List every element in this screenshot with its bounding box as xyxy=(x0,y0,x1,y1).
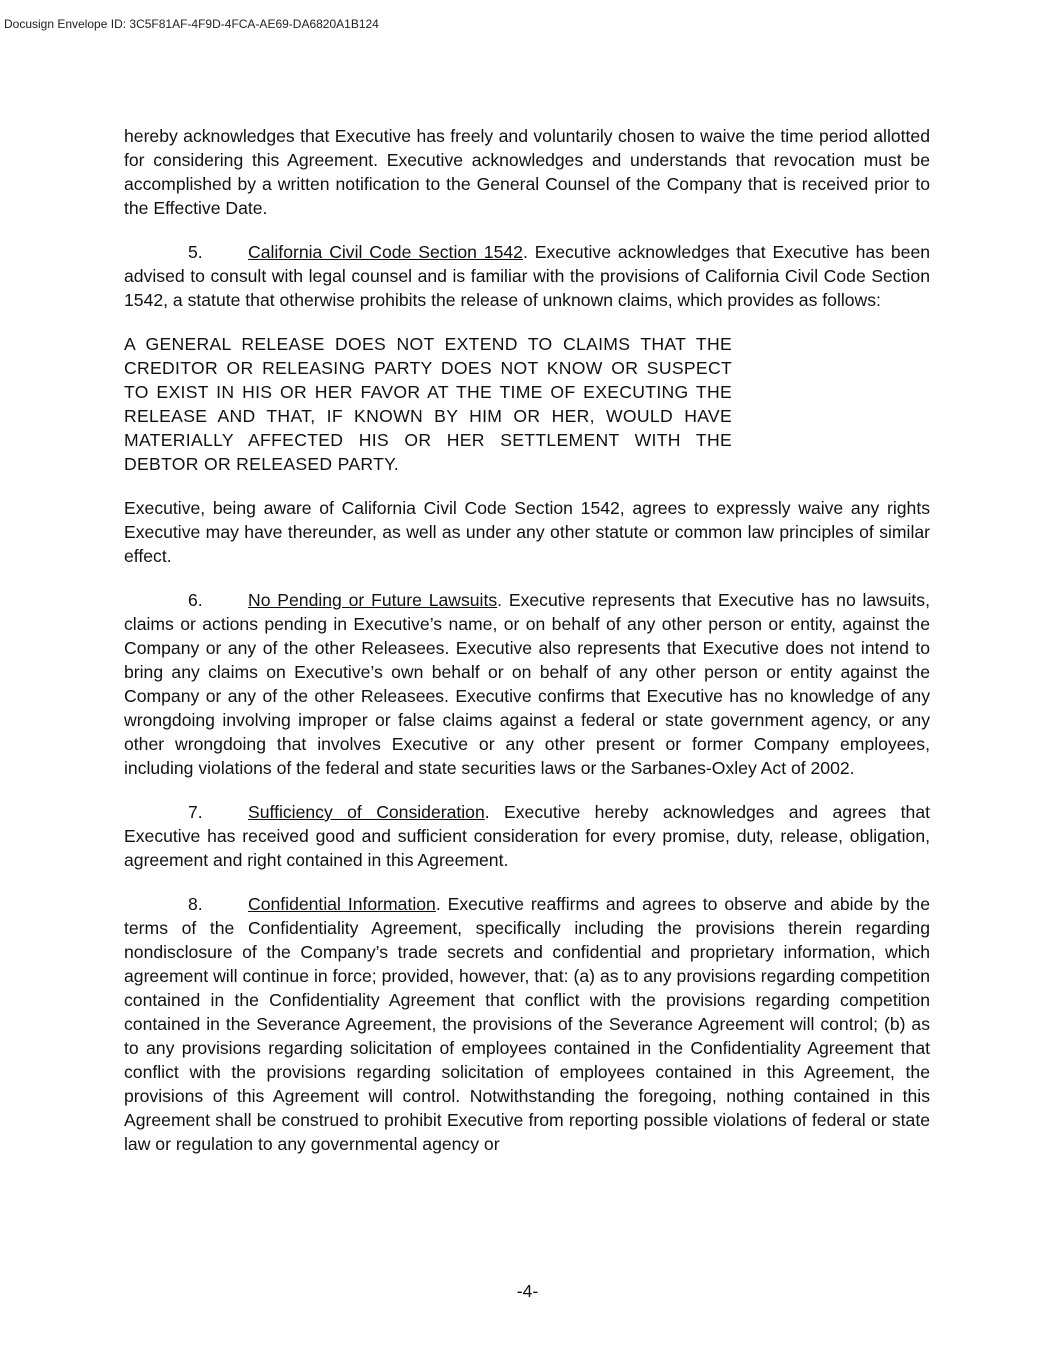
paragraph-continuation: hereby acknowledges that Executive has freely and voluntarily chosen to waive the time period allotted for considering this Agreement. Executive acknowledges and understands that revocation must be accomplished by a written notification to the General Counsel of the Company that is received prior to the Effective Date. xyxy=(124,126,930,218)
section-5 xyxy=(124,240,930,312)
section-8-heading: Confidential Information xyxy=(248,894,436,914)
section-7-heading: Sufficiency of Consideration xyxy=(248,802,485,822)
section-8-number: 8. xyxy=(188,894,203,914)
section-6 xyxy=(124,588,930,780)
section-5-number: 5. xyxy=(188,242,203,262)
section-6-text: . Executive represents that Executive has no lawsuits, claims or actions pending in Executive’s name, or on behalf of any other person or entity, against the Company or any of the other Releasees. Executive also represents that Executive does not intend to bring any claims on Executive’s own behalf or on behalf of any other person or entity against the Company or any of the other Releasees. Executive confirms that Executive has no knowledge of any wrongdoing involving improper or false claims against a federal or state government agency, or any other wrongdoing that involves Executive or any other present or former Company employees, including violations of the federal and state securities laws or the Sarbanes-Oxley Act of 2002. xyxy=(124,590,930,778)
section-5-heading: California Civil Code Section 1542 xyxy=(248,242,523,262)
docusign-envelope-id: Docusign Envelope ID: 3C5F81AF-4F9D-4FCA-AE69-DA6820A1B124 xyxy=(4,17,379,31)
section-8-text: . Executive reaffirms and agrees to observe and abide by the terms of the Confidentiality Agreement, specifically including the provisions therein regarding nondisclosure of the Company’s trade secrets and confidential and proprietary information, which agreement will continue in force; provided, however, that: (a) as to any provisions regarding competition contained in the Confidentiality Agreement that conflict with the provisions regarding competition contained in the Severance Agreement, the provisions of the Severance Agreement will control; (b) as to any provisions regarding solicitation of employees contained in the Confidentiality Agreement that conflict with the provisions regarding solicitation of employees contained in this Agreement, the provisions of this Agreement will control. Notwithstanding the foregoing, nothing contained in this Agreement shall be construed to prohibit Executive from reporting possible violations of federal or state law or regulation to any governmental agency or xyxy=(124,894,930,1154)
section-5-text: . Executive acknowledges that Executive has been advised to consult with legal counsel and is familiar with the provisions of California Civil Code Section 1542, a statute that otherwise prohibits the release of unknown claims, which provides as follows: xyxy=(124,242,931,310)
section-7-text: . Executive hereby acknowledges and agrees that Executive has received good and sufficient consideration for every promise, duty, release, obligation, agreement and right contained in this Agreement. xyxy=(124,802,930,870)
document-body xyxy=(124,124,930,1176)
paragraph-after-quote: Executive, being aware of California Civil Code Section 1542, agrees to expressly waive any rights Executive may have thereunder, as well as under any other statute or common law principles of similar effect. xyxy=(124,498,930,566)
section-7 xyxy=(124,800,930,872)
section-6-number: 6. xyxy=(188,590,203,610)
section-6-heading: No Pending or Future Lawsuits xyxy=(248,590,498,610)
section-8 xyxy=(124,892,930,1156)
page-number: -4- xyxy=(516,1281,539,1301)
civil-code-quote: A GENERAL RELEASE DOES NOT EXTEND TO CLAIMS THAT THE CREDITOR OR RELEASING PARTY DOES NOT KNOW OR SUSPECT TO EXIST IN HIS OR HER FAVOR AT THE TIME OF EXECUTING THE RELEASE AND THAT, IF KNOWN BY HIM OR HER, WOULD HAVE MATERIALLY AFFECTED HIS OR HER SETTLEMENT WITH THE DEBTOR OR RELEASED PARTY. xyxy=(124,334,732,474)
section-7-number: 7. xyxy=(188,802,203,822)
